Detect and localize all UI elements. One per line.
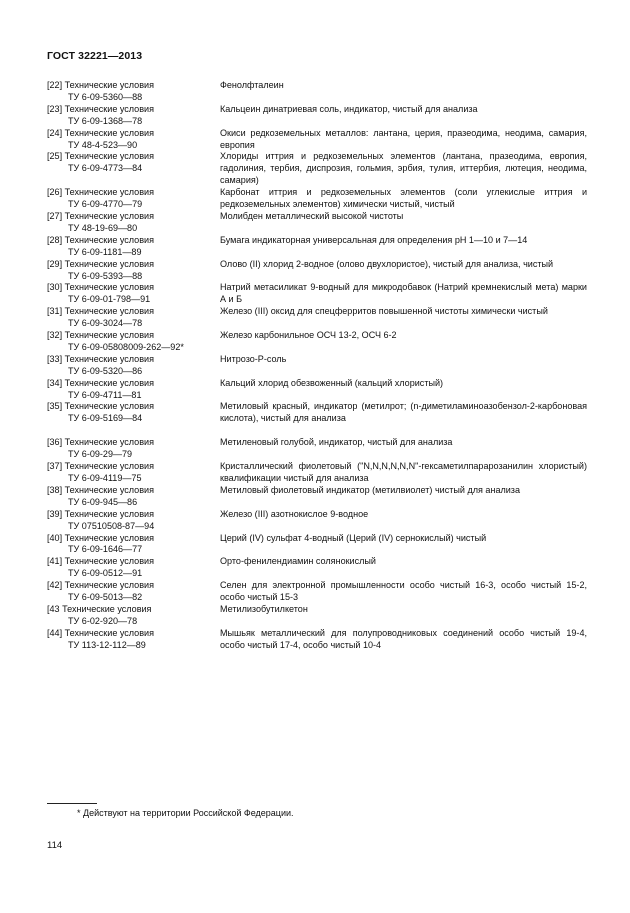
- reference-identifier: [47, 330, 220, 354]
- reference-title: Технические условия: [64, 282, 154, 293]
- reference-code: ТУ 6-09-5393—88: [68, 270, 143, 281]
- reference-description: Бумага индикаторная универсальная для определения рН 1—10 и 7—14: [220, 234, 528, 245]
- reference-number: [34]: [47, 377, 63, 388]
- document-header: ГОСТ 32221—2013: [47, 50, 143, 62]
- reference-title: Технические условия: [64, 330, 154, 341]
- reference-entry: [47, 80, 587, 104]
- reference-entry: [47, 306, 587, 330]
- reference-title: Технические условия: [64, 377, 154, 388]
- reference-number-title: [47, 151, 220, 163]
- reference-identifier: [47, 151, 220, 187]
- reference-code: ТУ 6-09-5320—86: [68, 365, 143, 376]
- reference-title: Технические условия: [64, 234, 154, 245]
- reference-identifier: [47, 80, 220, 104]
- reference-number: [31]: [47, 306, 63, 317]
- reference-identifier: [47, 533, 220, 557]
- reference-code: ТУ 6-09-4119—75: [68, 473, 142, 483]
- reference-code: ТУ 6-09-5360—88: [68, 91, 143, 102]
- reference-title: Технические условия: [64, 508, 154, 519]
- reference-number-title: [47, 354, 220, 366]
- reference-identifier: [47, 282, 220, 306]
- reference-identifier: [47, 509, 220, 533]
- reference-description: Орто-фенилендиамин солянокислый: [220, 556, 376, 567]
- reference-description: Кальцеин динатриевая соль, индикатор, чистый для анализа: [220, 103, 478, 114]
- reference-description: Железо (III) оксид для спецферритов повышенной чистоты химически чистый: [220, 306, 548, 317]
- reference-number-title: [47, 461, 220, 473]
- reference-identifier: [47, 306, 220, 330]
- reference-number: [25]: [47, 151, 63, 162]
- reference-number-title: [47, 556, 220, 568]
- reference-description: Церий (IV) сульфат 4-водный (Церий (IV) сернокислый) чистый: [220, 532, 487, 543]
- reference-title: Технические условия: [64, 306, 154, 317]
- reference-number-title: [47, 485, 220, 497]
- reference-entry: [47, 378, 587, 402]
- reference-description: Кальций хлорид обезвоженный (кальций хлористый): [220, 377, 444, 388]
- reference-entry: [47, 604, 587, 628]
- reference-description: Олово (II) хлорид 2-водное (олово двухлористое), чистый для анализа, чистый: [220, 258, 554, 269]
- reference-description: Фенолфталеин: [220, 80, 284, 90]
- reference-number: [43: [47, 603, 60, 614]
- reference-number: [32]: [47, 330, 63, 341]
- reference-code: ТУ 6-09-5013—82: [68, 592, 143, 603]
- footnote: * Действуют на территории Российской Федерации.: [77, 808, 294, 818]
- reference-description: Метиловый фиолетовый индикатор (метилвиолет) чистый для анализа: [220, 484, 520, 495]
- reference-code: ТУ 6-09-4773—84: [68, 163, 143, 174]
- reference-number: [44]: [47, 627, 63, 638]
- reference-title: Технические условия: [64, 401, 154, 412]
- reference-code: ТУ 6-09-01-798—91: [68, 294, 151, 305]
- reference-title: Технические условия: [64, 80, 154, 90]
- reference-description: Мышьяк металлический для полупроводниковых соединений особо чистый 19-4, особо чистый 17-4, особо чистый 10-4: [220, 627, 587, 650]
- reference-title: Технические условия: [64, 127, 154, 138]
- reference-identifier: [47, 211, 220, 235]
- reference-entry: [47, 211, 587, 235]
- reference-identifier: [47, 187, 220, 211]
- reference-number-title: [47, 509, 220, 521]
- reference-code: ТУ 6-09-1181—89: [68, 246, 142, 257]
- reference-number: [24]: [47, 127, 63, 138]
- reference-code: ТУ 6-09-05808009-262—92*: [68, 341, 184, 352]
- reference-number-title: [47, 533, 220, 545]
- reference-identifier: [47, 556, 220, 580]
- reference-number: [36]: [47, 437, 63, 448]
- reference-entry: [47, 580, 587, 604]
- reference-identifier: [47, 104, 220, 128]
- reference-number: [38]: [47, 484, 63, 495]
- reference-number: [27]: [47, 210, 63, 221]
- reference-title: Технические условия: [64, 532, 154, 543]
- reference-number: [23]: [47, 103, 63, 114]
- reference-number-title: [47, 401, 220, 413]
- reference-description: Метилизобутилкетон: [220, 603, 308, 614]
- reference-code: ТУ 6-09-29—79: [68, 449, 133, 460]
- reference-entry: [47, 104, 587, 128]
- reference-entry: [47, 509, 587, 533]
- reference-entry: [47, 401, 587, 425]
- reference-identifier: [47, 437, 220, 461]
- reference-number-title: [47, 80, 220, 92]
- reference-number: [37]: [47, 461, 63, 472]
- reference-code: ТУ 6-02-920—78: [68, 615, 138, 626]
- reference-code: ТУ 6-09-1368—78: [68, 115, 143, 126]
- footnote-divider: [47, 803, 97, 804]
- reference-number-title: [47, 580, 220, 592]
- reference-entry: [47, 235, 587, 259]
- reference-description: Нитрозо-Р-соль: [220, 353, 287, 364]
- reference-title: Технические условия: [64, 187, 154, 198]
- reference-title: Технические условия: [64, 353, 154, 364]
- reference-description: Карбонат иттрия и редкоземельных элементов (соли углекислые иттрия и редкоземельных элементов) химически чистый, чистый: [220, 187, 587, 210]
- reference-number: [28]: [47, 234, 63, 245]
- reference-number: [30]: [47, 282, 63, 293]
- reference-entry: [47, 556, 587, 580]
- reference-description: Натрий метасиликат 9-водный для микродобавок (Натрий кремнекислый мета) марки А и Б: [220, 282, 587, 305]
- reference-entry: [47, 282, 587, 306]
- reference-number-title: [47, 378, 220, 390]
- reference-identifier: [47, 580, 220, 604]
- reference-title: Технические условия: [64, 627, 154, 638]
- reference-number-title: [47, 235, 220, 247]
- reference-entry: [47, 330, 587, 354]
- reference-identifier: [47, 128, 220, 152]
- reference-number: [22]: [47, 80, 63, 90]
- reference-number-title: [47, 330, 220, 342]
- reference-title: Технические условия: [64, 210, 154, 221]
- reference-identifier: [47, 604, 220, 628]
- reference-description: Железо карбонильное ОСЧ 13-2, ОСЧ 6-2: [220, 330, 397, 341]
- reference-identifier: [47, 378, 220, 402]
- reference-title: Технические условия: [64, 580, 154, 591]
- reference-number-title: [47, 437, 220, 449]
- reference-title: Технические условия: [64, 556, 154, 567]
- reference-code: ТУ 6-09-0512—91: [68, 568, 143, 579]
- reference-description: Селен для электронной промышленности особо чистый 16-3, особо чистый 15-2, особо чистый 15-3: [220, 580, 587, 603]
- reference-identifier: [47, 354, 220, 378]
- reference-number-title: [47, 259, 220, 271]
- reference-title: Технические условия: [64, 258, 154, 269]
- reference-description: Железо (III) азотнокислое 9-водное: [220, 508, 369, 519]
- page-number: 114: [47, 840, 63, 851]
- reference-code: ТУ 113-12-112—89: [68, 639, 146, 650]
- reference-entry: [47, 187, 587, 211]
- reference-identifier: [47, 259, 220, 283]
- reference-number-title: [47, 104, 220, 116]
- reference-description: Молибден металлический высокой чистоты: [220, 210, 404, 221]
- reference-number-title: [47, 628, 220, 640]
- reference-code: ТУ 6-09-4770—79: [68, 199, 143, 210]
- reference-number-title: [47, 282, 220, 294]
- reference-code: ТУ 6-09-3024—78: [68, 318, 143, 329]
- reference-identifier: [47, 485, 220, 509]
- reference-title: Технические условия: [62, 603, 152, 614]
- reference-title: Технические условия: [64, 484, 154, 495]
- reference-code: ТУ 6-09-4711—81: [68, 389, 142, 400]
- reference-number: [26]: [47, 187, 63, 198]
- reference-number: [42]: [47, 580, 63, 591]
- reference-title: Технические условия: [64, 103, 154, 114]
- reference-entry: [47, 461, 587, 485]
- reference-entry: [47, 259, 587, 283]
- reference-title: Технические условия: [64, 437, 154, 448]
- reference-description: Окиси редкоземельных металлов: лантана, церия, празеодима, неодима, самария, европия: [220, 127, 587, 150]
- reference-title: Технические условия: [64, 151, 154, 162]
- reference-number: [41]: [47, 556, 63, 567]
- reference-entry: [47, 437, 587, 461]
- reference-description: Метиловый красный, индикатор (метилрот; (n-диметиламиноазобензол-2-карбоновая кислота), чистый для анализа: [220, 401, 587, 424]
- reference-code: ТУ 6-09-945—86: [68, 496, 138, 507]
- reference-code: ТУ 48-4-523—90: [68, 139, 138, 150]
- reference-number: [35]: [47, 401, 63, 412]
- reference-number: [39]: [47, 508, 63, 519]
- reference-title: Технические условия: [64, 461, 154, 472]
- reference-number-title: [47, 211, 220, 223]
- reference-number-title: [47, 128, 220, 140]
- reference-description: Хлориды иттрия и редкоземельных элементов (лантана, празеодима, европия, гадолиния, тербия, диспрозия, гольмия, эрбия, тулия, иттербия, лютеция, неодима, самария): [220, 151, 587, 186]
- reference-code: ТУ 48-19-69—80: [68, 222, 138, 233]
- reference-description: Кристаллический фиолетовый ("N,N,N,N,N,N"-гексаметилпарарозанилин хлористый) квалификации чистый для анализа: [220, 461, 587, 483]
- reference-entry: [47, 628, 587, 652]
- reference-code: ТУ 6-09-1646—77: [68, 544, 143, 555]
- reference-entry: [47, 485, 587, 509]
- reference-description: Метиленовый голубой, индикатор, чистый для анализа: [220, 437, 453, 448]
- reference-number: [29]: [47, 258, 63, 269]
- reference-identifier: [47, 628, 220, 652]
- reference-entry: [47, 128, 587, 152]
- reference-number-title: [47, 604, 220, 616]
- reference-code: ТУ 07510508-87—94: [68, 520, 155, 531]
- reference-code: ТУ 6-09-5169—84: [68, 413, 143, 424]
- reference-identifier: [47, 401, 220, 425]
- reference-number: [33]: [47, 353, 63, 364]
- reference-identifier: [47, 461, 220, 485]
- reference-entry: [47, 354, 587, 378]
- reference-list: [47, 80, 587, 652]
- reference-identifier: [47, 235, 220, 259]
- reference-number-title: [47, 306, 220, 318]
- reference-number-title: [47, 187, 220, 199]
- reference-number: [40]: [47, 532, 63, 543]
- reference-entry: [47, 533, 587, 557]
- reference-entry: [47, 151, 587, 187]
